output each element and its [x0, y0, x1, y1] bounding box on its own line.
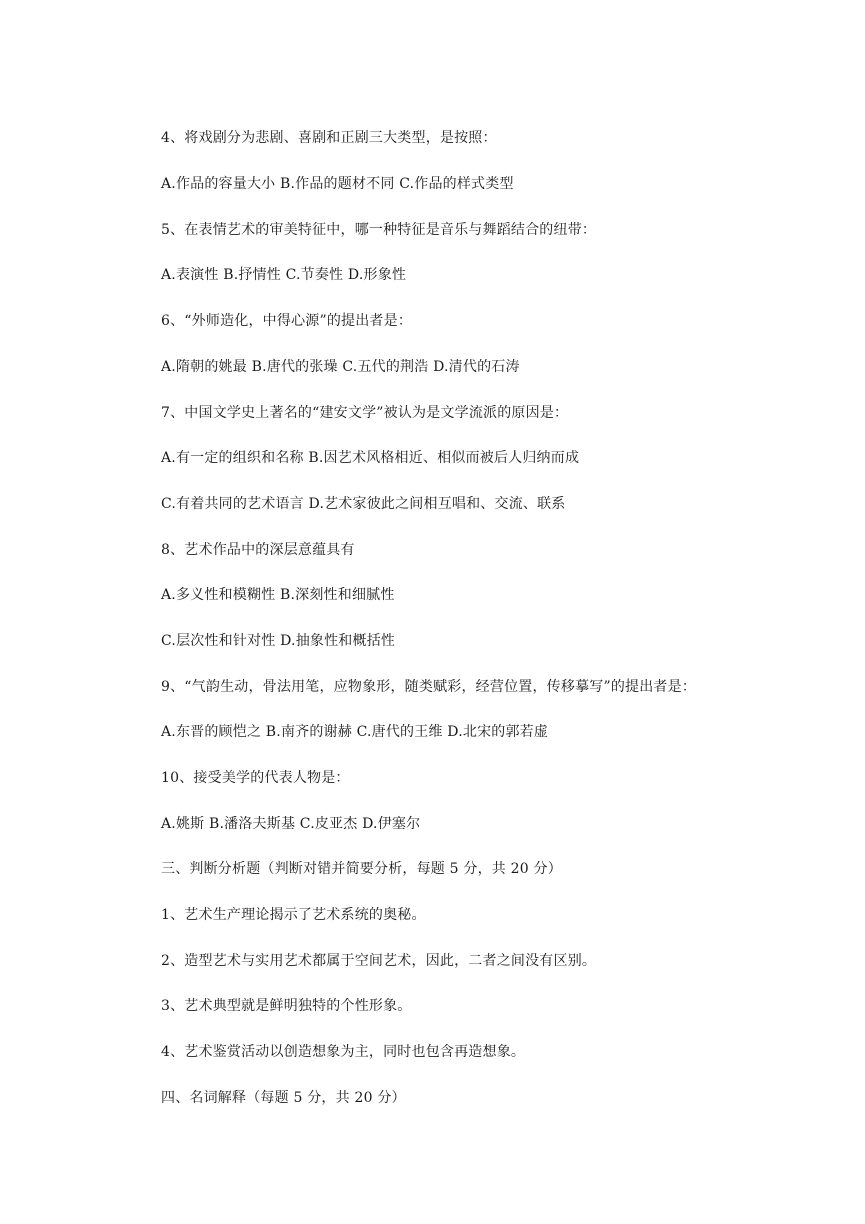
- judgment-item-3: 3、艺术典型就是鲜明独特的个性形象。: [161, 998, 412, 1014]
- question-6-options: A.隋朝的姚最 B.唐代的张璪 C.五代的荆浩 D.清代的石涛: [161, 359, 520, 375]
- question-4-options: A.作品的容量大小 B.作品的题材不同 C.作品的样式类型: [161, 176, 514, 192]
- question-8-stem: 8、艺术作品中的深层意蕴具有: [161, 542, 355, 558]
- question-10-stem: 10、接受美学的代表人物是：: [161, 770, 350, 786]
- question-7-stem: 7、中国文学史上著名的“建安文学”被认为是文学流派的原因是：: [161, 405, 569, 421]
- question-8-options-a-b: A.多义性和模糊性 B.深刻性和细腻性: [161, 587, 395, 603]
- question-5-stem: 5、在表情艺术的审美特征中，哪一种特征是音乐与舞蹈结合的纽带：: [161, 222, 597, 238]
- judgment-item-4: 4、艺术鉴赏活动以创造想象为主，同时也包含再造想象。: [161, 1044, 526, 1060]
- question-4-stem: 4、将戏剧分为悲剧、喜剧和正剧三大类型，是按照：: [161, 130, 497, 146]
- judgment-item-1: 1、艺术生产理论揭示了艺术系统的奥秘。: [161, 907, 426, 923]
- judgment-item-2: 2、造型艺术与实用艺术都属于空间艺术，因此，二者之间没有区别。: [161, 953, 597, 969]
- question-9-stem: 9、“气韵生动，骨法用笔，应物象形，随类赋彩，经营位置，传移摹写”的提出者是：: [161, 679, 697, 695]
- question-9-options: A.东晋的顾恺之 B.南齐的谢赫 C.唐代的王维 D.北宋的郭若虚: [161, 724, 549, 740]
- section-3-heading: 三、判断分析题（判断对错并简要分析，每题 5 分，共 20 分）: [161, 861, 562, 877]
- question-7-options-c-d: C.有着共同的艺术语言 D.艺术家彼此之间相互唱和、交流、联系: [161, 496, 566, 512]
- question-6-stem: 6、“外师造化，中得心源”的提出者是：: [161, 313, 413, 329]
- section-4-heading: 四、名词解释（每题 5 分，共 20 分）: [161, 1090, 406, 1106]
- question-10-options: A.姚斯 B.潘洛夫斯基 C.皮亚杰 D.伊塞尔: [161, 816, 421, 832]
- question-7-options-a-b: A.有一定的组织和名称 B.因艺术风格相近、相似而被后人归纳而成: [161, 450, 580, 466]
- question-5-options: A.表演性 B.抒情性 C.节奏性 D.形象性: [161, 267, 407, 283]
- question-8-options-c-d: C.层次性和针对性 D.抽象性和概括性: [161, 633, 396, 649]
